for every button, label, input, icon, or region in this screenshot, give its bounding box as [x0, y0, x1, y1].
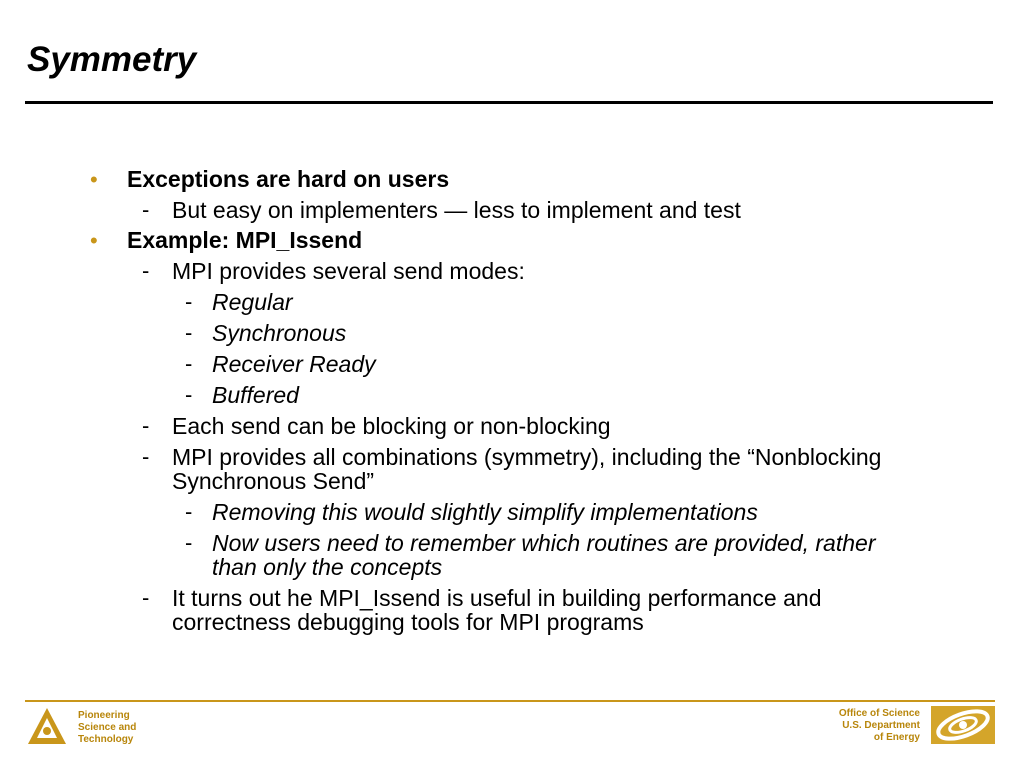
dash-marker: -: [142, 444, 150, 469]
dash-marker: -: [185, 351, 193, 376]
sub-sub-item: Regular: [212, 289, 293, 315]
sub-item: But easy on implementers — less to implement and test: [172, 197, 741, 223]
sub-sub-item-continuation: than only the concepts: [212, 554, 443, 580]
sub-sub-item: Synchronous: [212, 320, 347, 346]
slide-title: Symmetry: [27, 40, 197, 79]
bullet-marker: •: [90, 228, 98, 253]
bullet-marker: •: [90, 167, 98, 192]
sub-sub-item: Receiver Ready: [212, 351, 376, 377]
sub-sub-item: Now users need to remember which routines are provided, rather: [212, 530, 876, 556]
footer-left-line: Science and: [78, 722, 137, 733]
footer-right-text: [839, 708, 920, 744]
footer-right-line: of Energy: [873, 732, 920, 743]
footer-right-line: Office of Science: [838, 708, 920, 719]
dash-marker: -: [142, 585, 150, 610]
doe-office-of-science-logo-icon: [930, 705, 996, 745]
footer-right-line: U.S. Department: [842, 720, 920, 731]
argonne-logo-icon: [26, 706, 68, 746]
sub-item-continuation: correctness debugging tools for MPI programs: [172, 609, 644, 635]
sub-item: Each send can be blocking or non-blocking: [172, 413, 611, 439]
dash-marker: -: [185, 320, 193, 345]
bullet-item: Example: MPI_Issend: [127, 227, 363, 253]
sub-sub-item: Buffered: [212, 382, 299, 408]
dash-marker: -: [142, 258, 150, 283]
sub-item: MPI provides all combinations (symmetry), including the “Nonblocking: [172, 444, 882, 470]
footer-left-line: Pioneering: [78, 710, 130, 721]
footer-divider: [25, 700, 995, 702]
dash-marker: -: [185, 530, 193, 555]
dash-marker: -: [185, 499, 193, 524]
footer-left-line: Technology: [78, 734, 134, 745]
bullet-item: Exceptions are hard on users: [127, 166, 450, 192]
sub-item: MPI provides several send modes:: [172, 258, 525, 284]
dash-marker: -: [142, 197, 150, 222]
sub-item-continuation: Synchronous Send”: [172, 468, 375, 494]
dash-marker: -: [185, 289, 193, 314]
footer-left-text: [78, 710, 136, 746]
dash-marker: -: [185, 382, 193, 407]
sub-item: It turns out he MPI_Issend is useful in building performance and: [172, 585, 822, 611]
sub-sub-item: Removing this would slightly simplify implementations: [212, 499, 758, 525]
dash-marker: -: [142, 413, 150, 438]
